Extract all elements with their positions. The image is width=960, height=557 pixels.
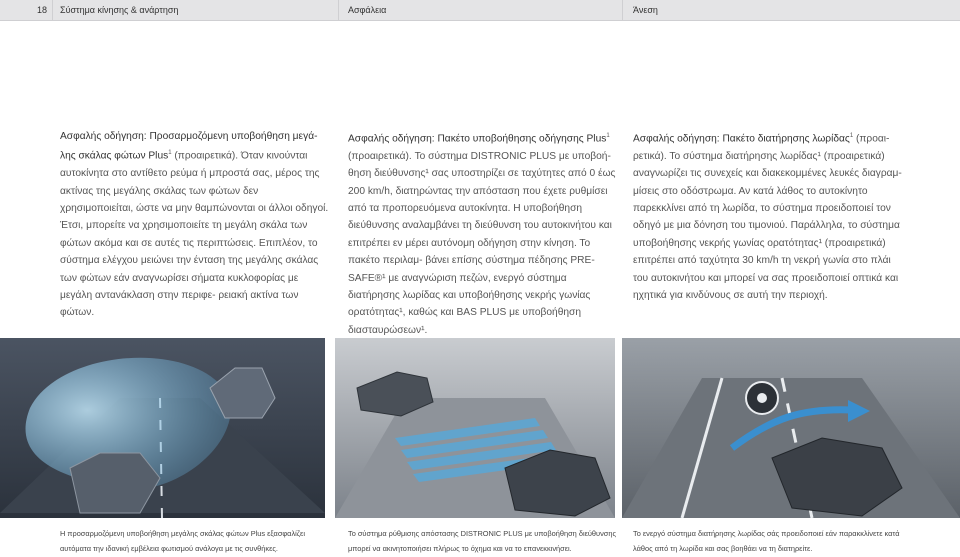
column-heading-cont: λης σκάλας φώτων Plus — [60, 150, 169, 162]
illustration-distronic — [335, 338, 615, 518]
header-divider — [622, 0, 623, 20]
header-section-safety: Ασφάλεια — [348, 5, 387, 15]
footnote-marker: 1 — [849, 133, 854, 139]
column-lane-keeping — [633, 128, 905, 304]
footnote-marker: 1 — [606, 133, 610, 139]
column-heading: Ασφαλής οδήγηση: Προσαρμοζόμενη υποβοήθηση μεγά- — [60, 131, 318, 142]
illustration-lane-keeping — [622, 338, 960, 518]
footnote-marker: 1 — [168, 150, 172, 157]
illustration-high-beam — [0, 338, 325, 518]
column-heading-tail: (προαι- — [853, 133, 890, 145]
caption-high-beam: Η προσαρμοζόμενη υποβοήθηση μεγάλης σκάλας φώτων Plus εξασφαλίζει αυτόματα την ιδανική εμβέλεια φωτισμού ανάλογα με τις συνθήκες. — [60, 529, 305, 553]
column-adaptive-high-beam — [60, 128, 332, 322]
caption-lane-keeping: Το ενεργό σύστημα διατήρησης λωρίδας σάς προειδοποιεί εάν παρακκλίνετε κατά λάθος από τη λωρίδα και σας βοηθάει να τη διατηρείτε. — [633, 529, 900, 553]
column-heading: Ασφαλής οδήγηση: Πακέτο διατήρησης λωρίδας — [633, 133, 850, 145]
header-divider — [338, 0, 339, 20]
caption-distronic: Το σύστημα ρύθμισης απόστασης DISTRONIC PLUS με υποβοήθηση διεύθυνσης μπορεί να ακινητοποιήσει πλήρως το όχημα και να το επανεκκινήσει. — [348, 529, 617, 553]
page-number: 18 — [37, 5, 48, 15]
header-section-comfort: Άνεση — [633, 5, 658, 15]
steering-wheel-hub-icon — [757, 393, 767, 403]
column-heading: Ασφαλής οδήγηση: Πακέτο υποβοήθησης οδήγησης Plus — [348, 133, 607, 145]
column-driving-assistance — [348, 128, 620, 339]
header-section-drive: Σύστημα κίνησης & ανάρτηση — [60, 5, 179, 15]
page-header — [0, 0, 960, 21]
column-body: (προαιρετικά). Το σύστημα DISTRONIC PLUS με υποβοή- θηση διεύθυνσης¹ σας υποστηρίζει σε ταχύτητες από 0 έως 200 km/h, διατηρώντας την απόσταση που έχετε ρυθμίσει από τα προπορευόμενα αυτοκίνητα. Η υποβοήθηση διεύθυνσης αναλαμβάνει τη διεύθυνση του αυτοκινήτου και επιτρέπει εν μέρει αυτόνομη οδήγηση στην κίνηση. Το πακέτο περιλαμ- βάνει επίσης σύστημα πέδησης PRE-SAFE®¹ με αναγνώριση πεζών, ενεργό σύστημα διατήρησης λωρίδας και υποβοήθησης νεκρής γωνίας ορατότητας¹, καθώς και BAS PLUS με υποβοήθηση διασταυρώσεων¹. — [348, 150, 616, 336]
header-divider — [52, 0, 53, 20]
column-body: ρετικά). Το σύστημα διατήρησης λωρίδας¹ (προαιρετικά) αναγνωρίζει τις συνεχείς και διακεκομμένες λευκές διαγραμ- μίσεις στο οδόστρωμα. Αν κατά λάθος το αυτοκίνητο παρεκκλίνει από τη λωρίδα, το σύστημα προειδοποιεί τον οδηγό με μια δόνηση του τιμονιού. Παράλληλα, το σύστημα υποβοήθησης νεκρής γωνίας ορατότητας¹ (προαιρετικά) επιτρέπει από ταχύτητα 30 km/h τη νεκρή γωνία στο πλάι του αυτοκινήτου και μπορεί να σας προειδοποιεί οπτικά και ηχητικά για κινδύνους σε αυτή την περιοχή. — [633, 150, 902, 302]
column-heading-tail: (προαιρετικά). Όταν κινούνται — [171, 150, 308, 162]
column-body: αυτοκίνητα στο αντίθετο ρεύμα ή μπροστά σας, μέρος της ακτίνας της μεγάλης σκάλας των φώτων δεν χρησιμοποιείται, ώστε να μην θαμπώνονται οι άλλοι οδηγοί. Έτσι, μπορείτε να χρησιμοποιείτε τη μεγάλη σκάλα των φώτων ακόμα και σε αυτές τις περιπτώσεις. Επιπλέον, το σύστημα ελέγχου μειώνει την ένταση της μεγάλης σκάλας των φώτων εάν αναγνωρίσει σήματα κυκλοφορίας με μεγάλη αντανάκλαση στην περιφε- ρειακή ακτίνα των φώτων. — [60, 168, 329, 319]
